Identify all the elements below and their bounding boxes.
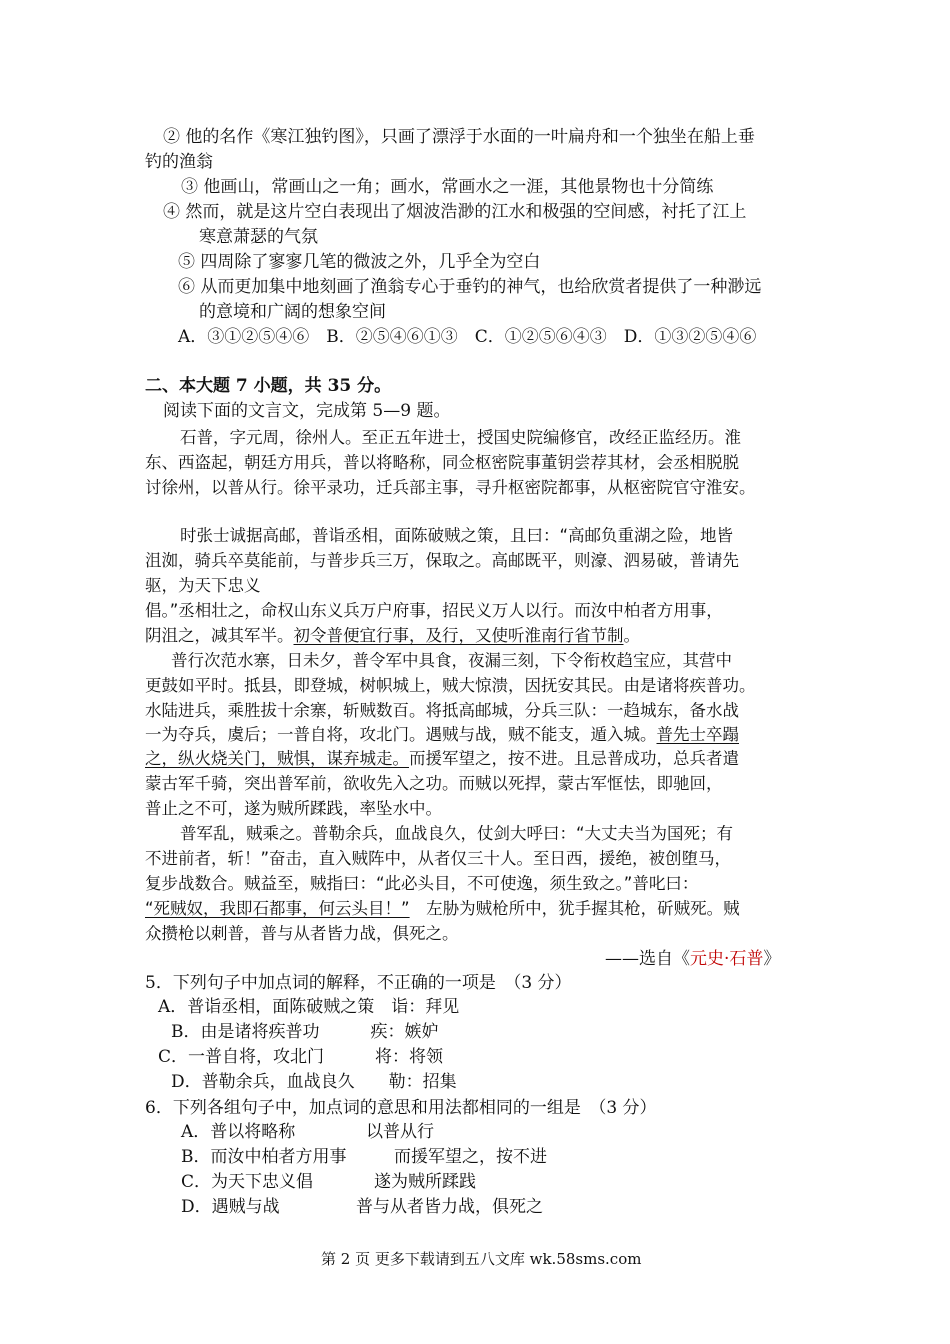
q4-item-3: ③ 他画山，常画山之一角；画水，常画水之一涯，其他景物也十分简练 (181, 177, 714, 197)
q5-option-d: D．普勒余兵，血战良久 勒：招集 (171, 1072, 457, 1092)
q6-option-d-left: D．遇贼与战 (181, 1197, 280, 1217)
q6-option-a-left: A．普以将略称 (181, 1122, 296, 1142)
passage-p2-line3: 驱，为天下忠义 (145, 576, 261, 595)
q5-option-c: C．一普自将，攻北门 将：将领 (158, 1047, 444, 1067)
source-prefix: ——选自《 (605, 949, 690, 969)
q4-item-2: ② 他的名作《寒江独钓图》，只画了漂浮于水面的一叶扁舟和一个独坐在船上垂 (163, 127, 755, 147)
passage-p4-line5: 众攒枪以刺普，普与从者皆力战，俱死之。 (145, 924, 459, 943)
q4-item-4: ④ 然而，就是这片空白表现出了烟波浩渺的江水和极强的空间感，衬托了江上 (163, 202, 747, 222)
passage-p1-line3: 讨徐州，以普从行。徐平录功，迁兵部主事，寻升枢密院都事，从枢密院官守淮安。 (145, 478, 756, 497)
q4-item-6: ⑥ 从而更加集中地刻画了渔翁专心于垂钓的神气，也给欣赏者提供了一种渺远 (178, 277, 762, 297)
q6-option-c-right: 遂为贼所蹂践 (374, 1172, 476, 1192)
passage-p3-line4-text: 一为夺兵，虞后；一普自将，攻北门。遇贼与战，贼不能支，遁入城。 (145, 725, 657, 744)
passage-source (605, 947, 780, 971)
passage-p1-line1: 石普，字元周，徐州人。至正五年进士，授国史院编修官，改经正监经历。淮 (180, 428, 741, 447)
underlined-sentence-1: 初令普便宜行事，及行，又使听淮南行省节制 (293, 626, 624, 645)
q5-option-a: A．普诣丞相，面陈破贼之策 诣：拜见 (158, 997, 460, 1017)
q4-item-5: ⑤ 四周除了寥寥几笔的微波之外，几乎全为空白 (178, 252, 541, 272)
q6-option-c-left: C．为天下忠义倡 (181, 1172, 314, 1192)
section-heading: 二、本大题 7 小题，共 35 分。 (145, 376, 392, 396)
passage-p4-line4 (145, 897, 740, 921)
section-intro: 阅读下面的文言文，完成第 5—9 题。 (163, 401, 451, 421)
passage-p3-line6: 蒙古军千骑，突出普军前，欲收先入之功。而贼以死捍，蒙古军恇怯，即驰回， (145, 774, 723, 793)
q4-item-4-cont: 寒意萧瑟的气氛 (199, 227, 318, 247)
passage-p3-line5 (145, 747, 739, 771)
q5-option-b: B．由是诸将疾普功 疾：嫉妒 (171, 1022, 439, 1042)
passage-p3-line4 (145, 723, 739, 747)
passage-p4-line2: 不进前者，斩！”奋击，直入贼阵中，从者仅三十人。至日西，援绝，被创堕马， (145, 849, 732, 868)
passage-p1-line2: 东、西盗起，朝廷方用兵，普以将略称，同佥枢密院事董钥尝荐其材，会丞相脱脱 (145, 453, 739, 472)
passage-p4-line3: 复步战数合。贼益至，贼指曰：“此必头目，不可使逸，须生致之。”普叱曰： (145, 874, 699, 893)
passage-p3-line1: 普行次范水寨，日未夕，普令军中具食，夜漏三刻，下令衔枚趋宝应，其营中 (171, 651, 732, 670)
q4-item-6-cont: 的意境和广阔的想象空间 (199, 302, 386, 322)
source-suffix: 》 (763, 949, 781, 969)
passage-p2-line5-end: 。 (623, 626, 640, 645)
q6-option-b-left: B．而汝中柏者方用事 (181, 1147, 347, 1167)
passage-p3-line3: 水陆进兵，乘胜拔十余寨，斩贼数百。将抵高邮城，分兵三队：一趋城东，备水战 (145, 701, 739, 720)
q5-stem: 5．下列句子中加点词的解释，不正确的一项是 （3 分） (145, 973, 572, 993)
passage-p3-line7: 普止之不可，遂为贼所蹂践，率坠水中。 (145, 799, 442, 818)
q4-options: A．③①②⑤④⑥ B．②⑤④⑥①③ C．①②⑤⑥④③ D．①③②⑤④⑥ (178, 327, 757, 347)
passage-p2-line5 (145, 624, 640, 648)
underlined-sentence-2a: 普先士卒蹋 (656, 725, 739, 744)
underlined-sentence-3: “死贼奴，我即石都事，何云头目！” (145, 899, 410, 918)
passage-p3-line5-text: 而援军望之，按不进。且忌普成功，总兵者遣 (409, 749, 739, 768)
q6-stem: 6．下列各组句子中，加点词的意思和用法都相同的一组是 （3 分） (145, 1098, 657, 1118)
page-footer: 第 2 页 更多下载请到五八文库 wk.58sms.com (321, 1250, 642, 1268)
q6-option-d-right: 普与从者皆力战，俱死之 (356, 1197, 543, 1217)
q4-item-2-cont: 钓的渔翁 (145, 152, 213, 172)
source-title: 元史·石普 (690, 949, 764, 969)
passage-p2-line4: 倡。”丞相壮之，命权山东义兵万户府事，招民义万人以行。而汝中柏者方用事， (145, 601, 723, 620)
q6-option-b-right: 而援军望之，按不进 (394, 1147, 547, 1167)
passage-p2-line2: 沮洳，骑兵卒莫能前，与普步兵三万，保取之。高邮既平，则濠、泗易破，普请先 (145, 551, 739, 570)
passage-p4-line1: 普军乱，贼乘之。普勒余兵，血战良久，仗剑大呼曰：“大丈夫当为国死；有 (180, 824, 734, 843)
passage-p2-line1: 时张士诚据高邮，普诣丞相，面陈破贼之策，且曰：“高邮负重湖之险，地皆 (180, 526, 734, 545)
q6-option-a-right: 以普从行 (366, 1122, 434, 1142)
passage-p4-line4-text: 左胁为贼枪所中，犹手握其枪，斫贼死。贼 (426, 899, 740, 918)
underlined-sentence-2b: 之，纵火烧关门，贼惧，谋弃城走。 (145, 749, 409, 768)
passage-p3-line2: 更鼓如平时。抵县，即登城，树帜城上，贼大惊溃，因抚安其民。由是诸将疾普功。 (145, 676, 756, 695)
passage-p2-line5-text: 阴沮之，减其军半。 (145, 626, 294, 645)
